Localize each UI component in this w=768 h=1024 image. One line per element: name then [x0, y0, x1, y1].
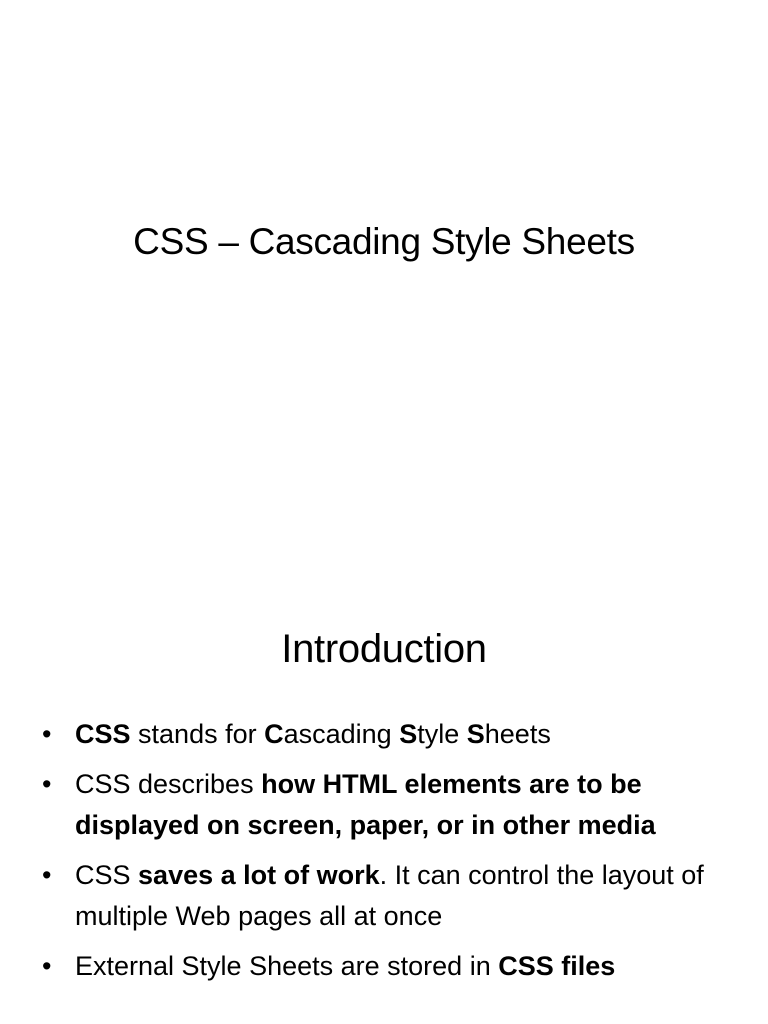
bullet-item — [40, 714, 740, 755]
bullet-item — [40, 764, 740, 846]
bullet-text-regular: tyle — [417, 719, 467, 749]
bullet-text-regular: ascading — [283, 719, 400, 749]
bullet-dot-icon: • — [42, 951, 52, 981]
bullet-dot-icon: • — [42, 719, 52, 749]
bullet-text-regular: CSS — [75, 860, 139, 890]
bullet-text-bold: CSS files — [498, 951, 616, 981]
bullet-dot-icon: • — [42, 860, 52, 890]
bullet-text-bold: S — [466, 719, 485, 749]
bullet-text-regular: heets — [484, 719, 551, 749]
bullet-text — [75, 769, 656, 840]
bullet-text-bold: CSS — [75, 719, 131, 749]
bullet-text-regular: CSS describes — [75, 769, 262, 799]
bullet-text-bold: how HTML elements are to be displayed on screen, paper, or in other media — [75, 769, 656, 840]
bullet-dot-icon: • — [42, 769, 52, 799]
bullet-text-bold: S — [399, 719, 418, 749]
bullet-item — [40, 855, 740, 937]
slide-divider — [0, 512, 768, 513]
slide-title: CSS – Cascading Style Sheets — [133, 221, 635, 262]
slide-heading: Introduction — [281, 627, 487, 671]
bullet-text-regular: stands for — [130, 719, 265, 749]
bullet-text — [75, 860, 704, 931]
bullet-text-regular: External Style Sheets are stored in — [75, 951, 499, 981]
bullet-text — [75, 951, 615, 981]
bullet-list — [40, 714, 740, 996]
bullet-text-regular: . It can control the layout of multiple Web pages all at once — [75, 860, 704, 931]
bullet-text-bold: saves a lot of work — [138, 860, 380, 890]
bullet-item — [40, 946, 740, 987]
bullet-text — [75, 719, 551, 749]
bullet-text-bold: C — [264, 719, 284, 749]
